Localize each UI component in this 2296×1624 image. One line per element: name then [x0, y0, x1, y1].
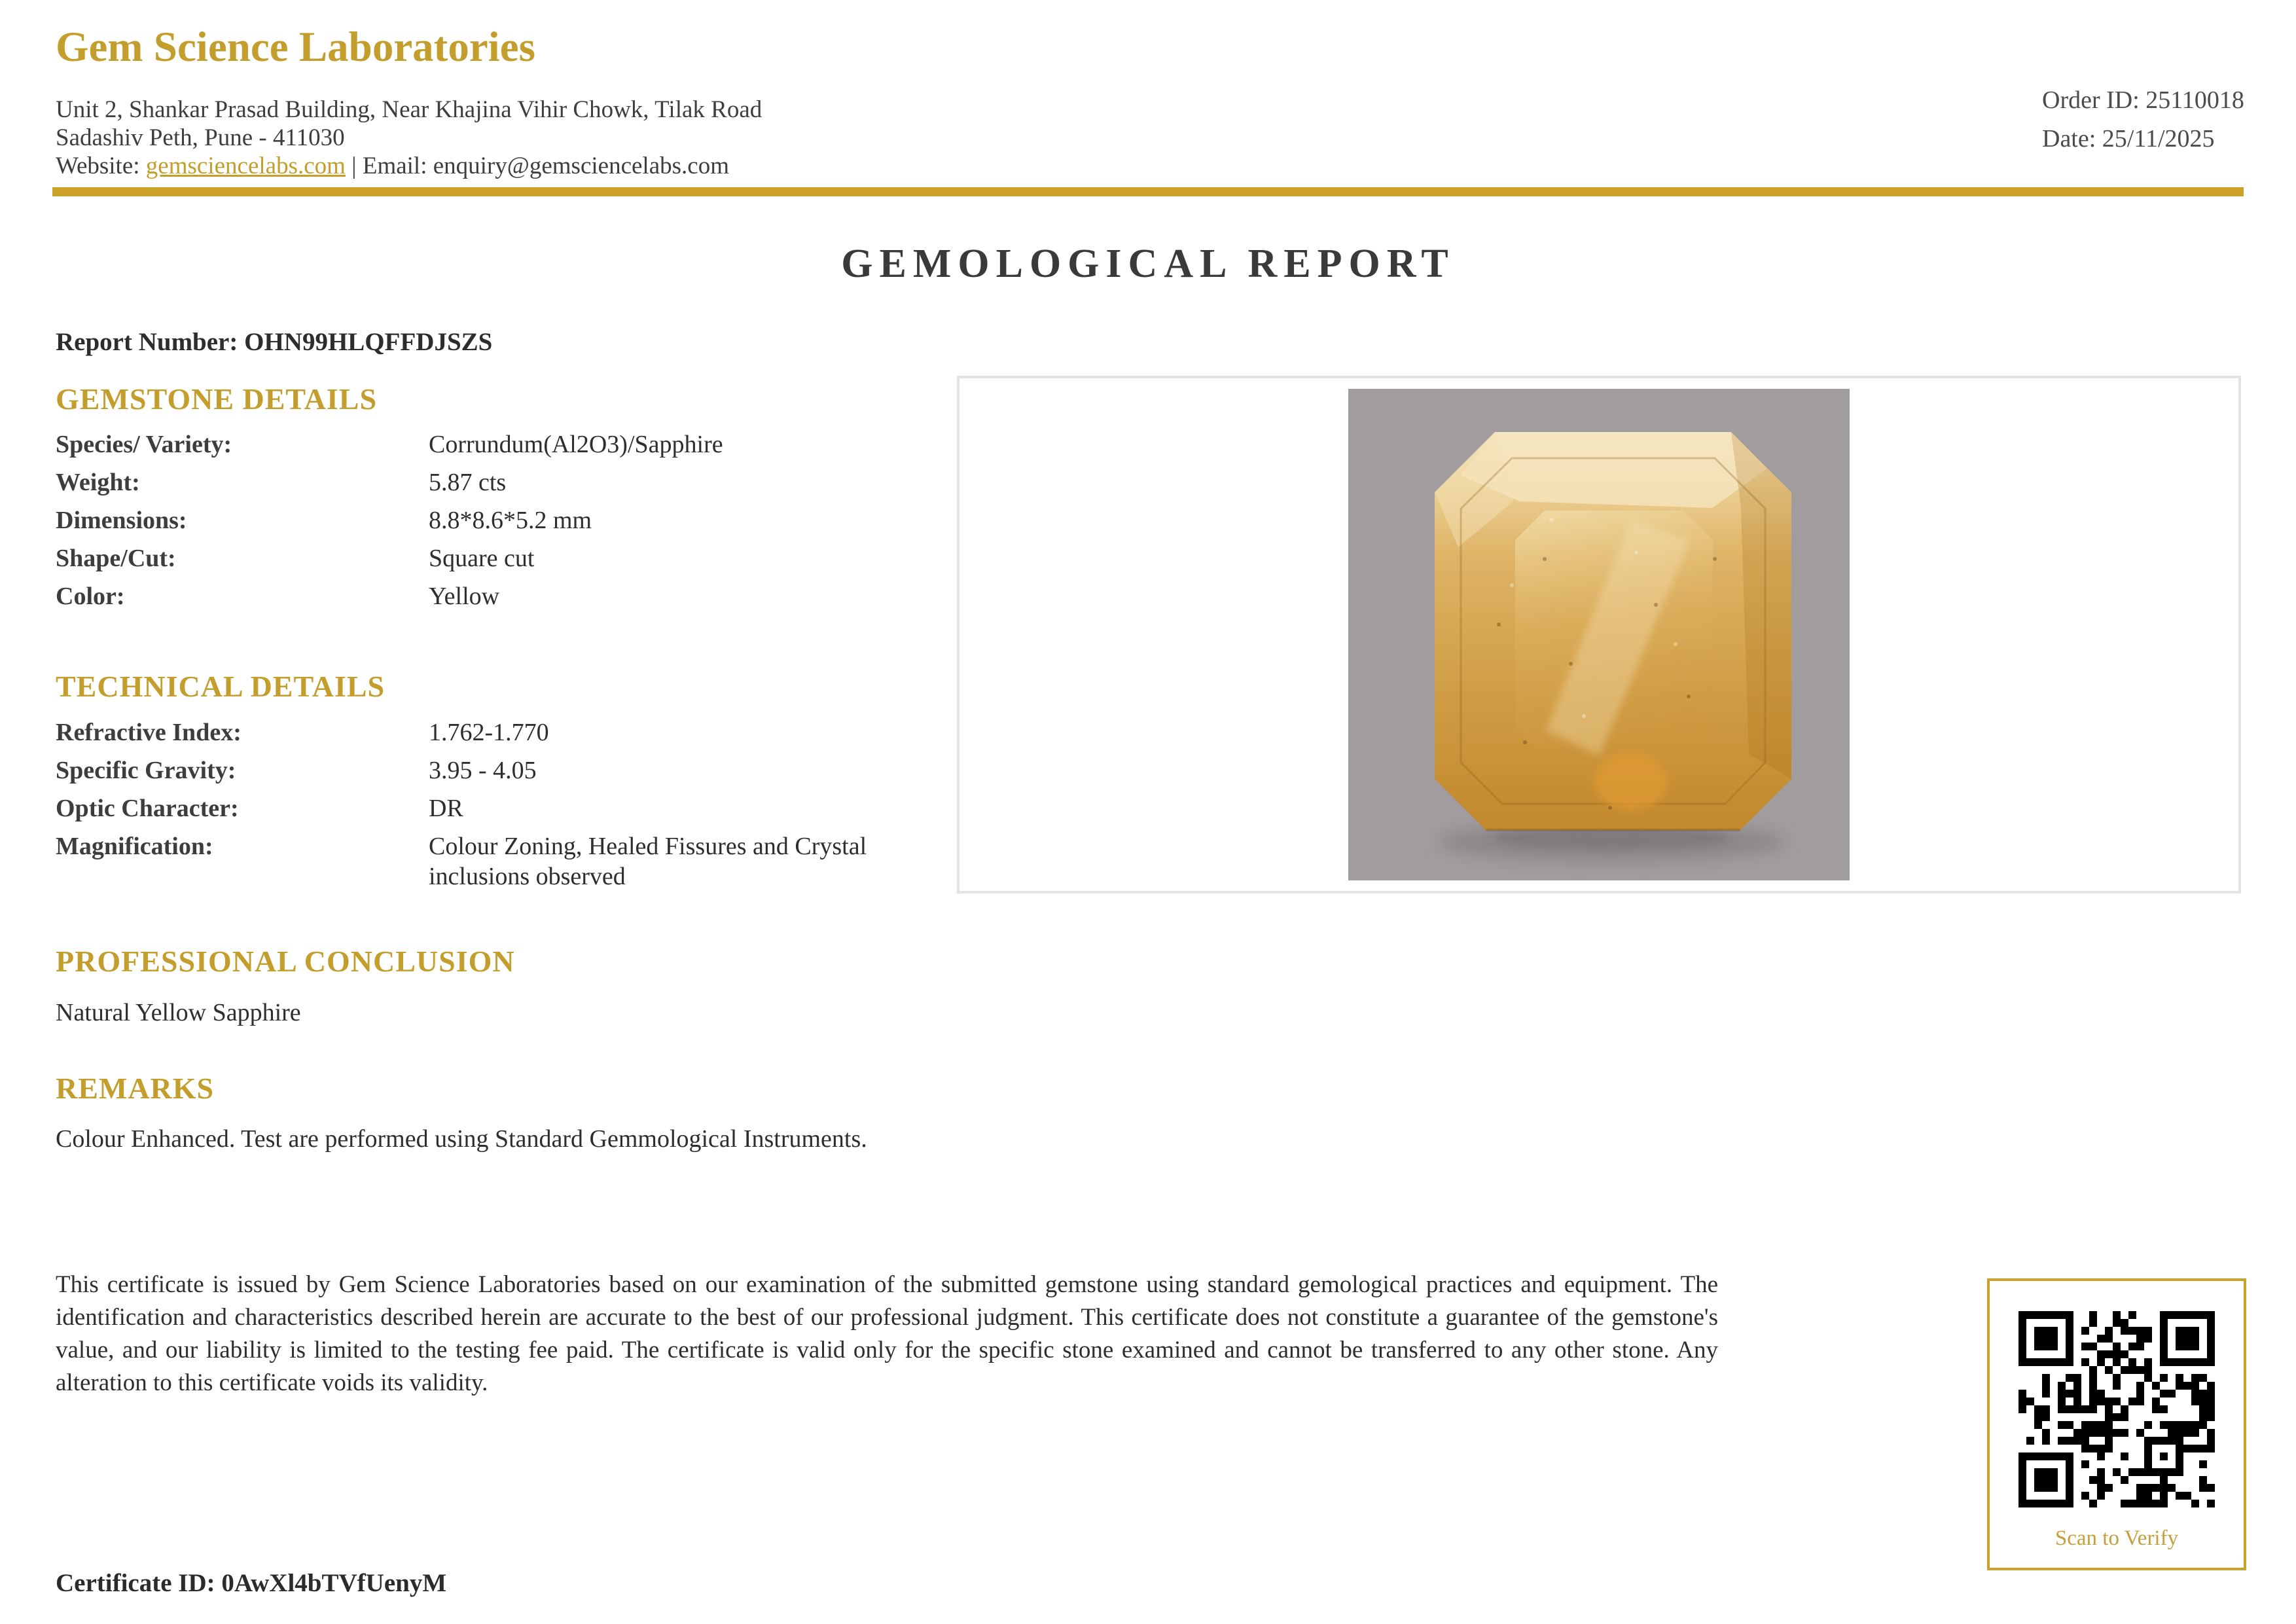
verify-box [1987, 1278, 2246, 1570]
technical-details-table [56, 717, 906, 899]
conclusion-text: Natural Yellow Sapphire [56, 999, 301, 1026]
remarks-heading: REMARKS [56, 1072, 215, 1105]
date-line: Date: 25/11/2025 [2042, 125, 2215, 153]
table-row: Weight: 5.87 cts [56, 469, 507, 496]
date-value: 25/11/2025 [2102, 125, 2215, 153]
lab-name: Gem Science Laboratories [56, 24, 535, 71]
certificate-id-label: Certificate ID: [56, 1569, 215, 1597]
gemstone-photo-frame [957, 376, 2241, 893]
gemstone-details-table [56, 429, 906, 619]
lab-address-line1: Unit 2, Shankar Prasad Building, Near Khajina Vihir Chowk, Tilak Road [56, 96, 762, 123]
disclaimer-text: This certificate is issued by Gem Science Laboratories based on our examination of the submitted gemstone using standard gemological practices and equipment. The identification and characteristics described herein are accurate to the best of our professional judgment. This certificate does not constitute a guarantee of the gemstone's value, and our liability is limited to the testing fee paid. The certificate is valid only for the specific stone examined and cannot be transferred to any other stone. Any alteration to this certificate voids its validity. [56, 1271, 1718, 1396]
table-row: Magnification: Colour Zoning, Healed Fissures and Crystal inclusions observed [56, 833, 867, 890]
remarks-text: Colour Enhanced. Test are performed using Standard Gemmological Instruments. [56, 1125, 867, 1153]
certificate-id [56, 1568, 446, 1598]
website-link[interactable]: gemsciencelabs.com [145, 153, 346, 179]
contact-divider: | [351, 153, 357, 179]
conclusion-heading: PROFESSIONAL CONCLUSION [56, 945, 515, 978]
table-row: Specific Gravity: 3.95 - 4.05 [56, 757, 537, 784]
table-row: Optic Character: DR [56, 795, 463, 822]
report-number-label: Report Number: [56, 328, 238, 356]
gemstone-photo [1348, 389, 1850, 880]
report-number-value: OHN99HLQFFDJSZS [244, 328, 493, 356]
gemstone-details-heading: GEMSTONE DETAILS [56, 382, 378, 416]
header-divider-bar [52, 187, 2244, 196]
technical-details-heading: TECHNICAL DETAILS [56, 670, 386, 703]
order-block [2042, 81, 2244, 158]
website-label: Website: [56, 153, 140, 179]
table-row: Color: Yellow [56, 583, 500, 610]
qr-caption: Scan to Verify [2054, 1526, 2179, 1550]
qr-code [2018, 1311, 2215, 1507]
table-row: Species/ Variety: Corrundum(Al2O3)/Sapphire [56, 431, 723, 458]
lab-address-line2: Sadashiv Peth, Pune - 411030 [56, 124, 345, 151]
lab-contact-line [56, 152, 729, 180]
page-title: GEMOLOGICAL REPORT [841, 242, 1455, 286]
table-row: Refractive Index: 1.762-1.770 [56, 719, 549, 746]
table-row: Shape/Cut: Square cut [56, 545, 535, 572]
email-label: Email: [362, 153, 427, 179]
email-value: enquiry@gemsciencelabs.com [433, 153, 729, 179]
report-number [56, 327, 492, 357]
order-id-line: Order ID: 25110018 [2042, 86, 2244, 114]
table-row: Dimensions: 8.8*8.6*5.2 mm [56, 507, 592, 534]
order-id-value: 25110018 [2145, 86, 2244, 114]
certificate-id-value: 0AwXl4bTVfUenyM [221, 1569, 447, 1597]
